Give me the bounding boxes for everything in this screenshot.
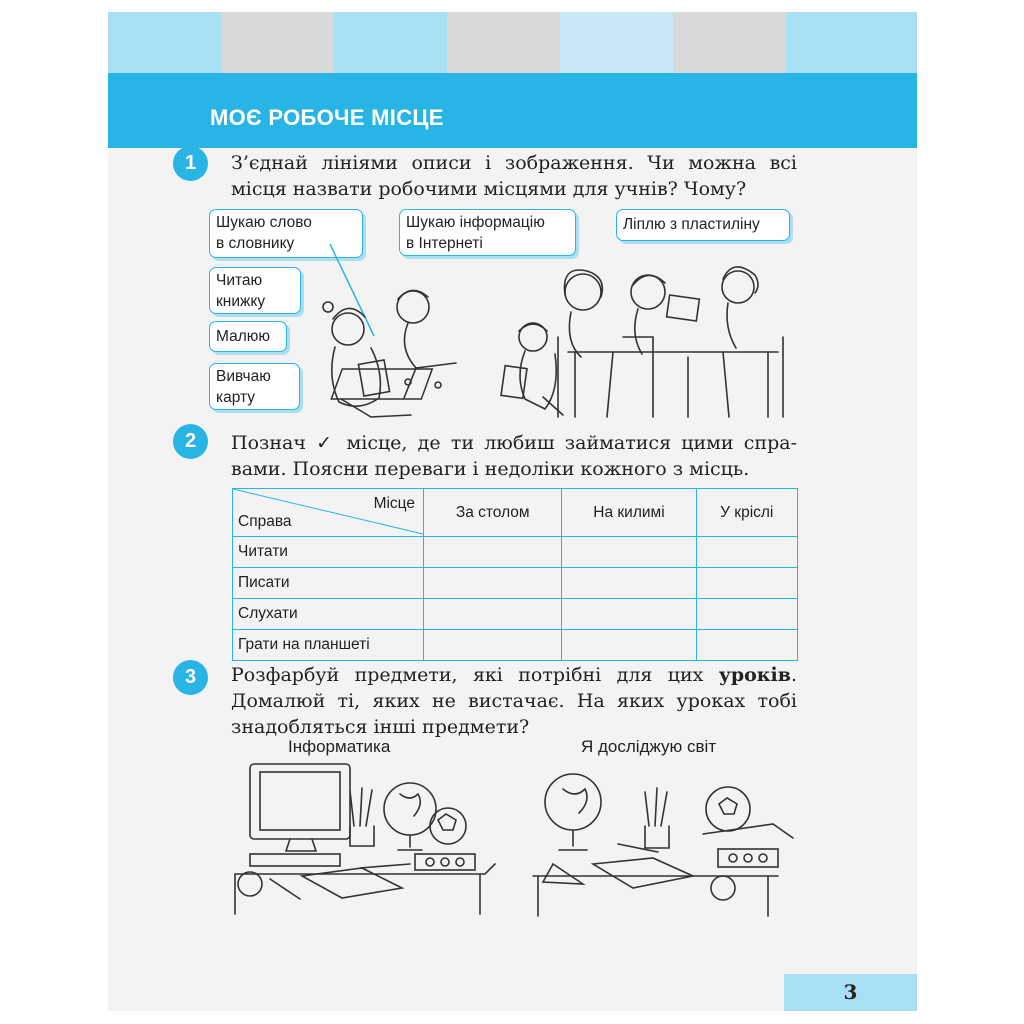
corner-top-label: Місце <box>373 495 415 512</box>
row-label: Грати на планшеті <box>233 630 424 661</box>
answer-cell[interactable] <box>424 537 562 568</box>
answer-cell[interactable] <box>696 537 797 568</box>
answer-cell[interactable] <box>562 599 696 630</box>
informatics-desk-illustration <box>230 764 500 924</box>
label-line: Шукаю інформацію <box>406 214 545 231</box>
table-row <box>233 568 798 599</box>
answer-cell[interactable] <box>424 599 562 630</box>
answer-cell[interactable] <box>424 630 562 661</box>
label-line: карту <box>216 389 256 406</box>
task2-instructions <box>231 430 797 482</box>
activities-table <box>232 488 798 661</box>
workbook-page <box>108 12 917 1011</box>
row-label: Писати <box>233 568 424 599</box>
answer-cell[interactable] <box>696 630 797 661</box>
table-row <box>233 599 798 630</box>
task3-line1-bold: уроків <box>718 664 791 686</box>
children-illustration <box>313 257 793 422</box>
task1-line2: місця назвати робочими місцями для учнів? Чому? <box>231 178 747 200</box>
task1-line1: З’єднай лініями описи і зображення. Чи можна всі <box>231 152 797 174</box>
page-number: 3 <box>784 974 917 1011</box>
label-line: Шукаю слово <box>216 214 312 231</box>
label-line: Малюю <box>216 328 271 345</box>
answer-cell[interactable] <box>424 568 562 599</box>
page-title: МОЄ РОБОЧЕ МІСЦЕ <box>210 105 444 130</box>
row-label: Слухати <box>233 599 424 630</box>
column-header: У кріслі <box>696 489 797 537</box>
caption-informatics: Інформатика <box>288 737 391 756</box>
task3-line1-end: . <box>790 664 797 686</box>
table-corner-cell <box>233 489 424 537</box>
column-header: За столом <box>424 489 562 537</box>
task-number-1: 1 <box>173 146 208 181</box>
task2-line1-start: Познач <box>231 432 306 454</box>
answer-cell[interactable] <box>562 537 696 568</box>
task3-line2: Домалюй ті, яких не вистачає. На яких уроках тобі <box>231 690 797 712</box>
label-line: Вивчаю <box>216 368 271 385</box>
answer-cell[interactable] <box>696 568 797 599</box>
task2-line2: вами. Поясни переваги і недоліки кожного з місць. <box>231 458 750 480</box>
label-line: в словнику <box>216 235 295 252</box>
table-header-row <box>233 489 798 537</box>
task2-line1-end: місце, де ти любиш займатися цими спра- <box>346 432 798 454</box>
world-study-desk-illustration <box>523 764 793 924</box>
table-row <box>233 630 798 661</box>
task-number-2: 2 <box>173 424 208 459</box>
label-line: Ліплю з пластиліну <box>623 216 760 233</box>
corner-bottom-label: Справа <box>238 513 292 530</box>
label-line: книжку <box>216 293 266 310</box>
table-row <box>233 537 798 568</box>
task3-instructions <box>231 662 797 740</box>
task-number-3: 3 <box>173 660 208 695</box>
task3-line1-start: Розфарбуй предмети, які потрібні для цих <box>231 664 704 686</box>
row-label: Читати <box>233 537 424 568</box>
label-line: в Інтернеті <box>406 235 483 252</box>
answer-cell[interactable] <box>696 599 797 630</box>
label-line: Читаю <box>216 272 263 289</box>
answer-cell[interactable] <box>562 568 696 599</box>
column-header: На килимі <box>562 489 696 537</box>
answer-cell[interactable] <box>562 630 696 661</box>
checkmark-icon: ✓ <box>316 432 337 454</box>
caption-world-study: Я досліджую світ <box>581 737 717 756</box>
task3-line3: знадобляться інші предмети? <box>231 716 530 738</box>
